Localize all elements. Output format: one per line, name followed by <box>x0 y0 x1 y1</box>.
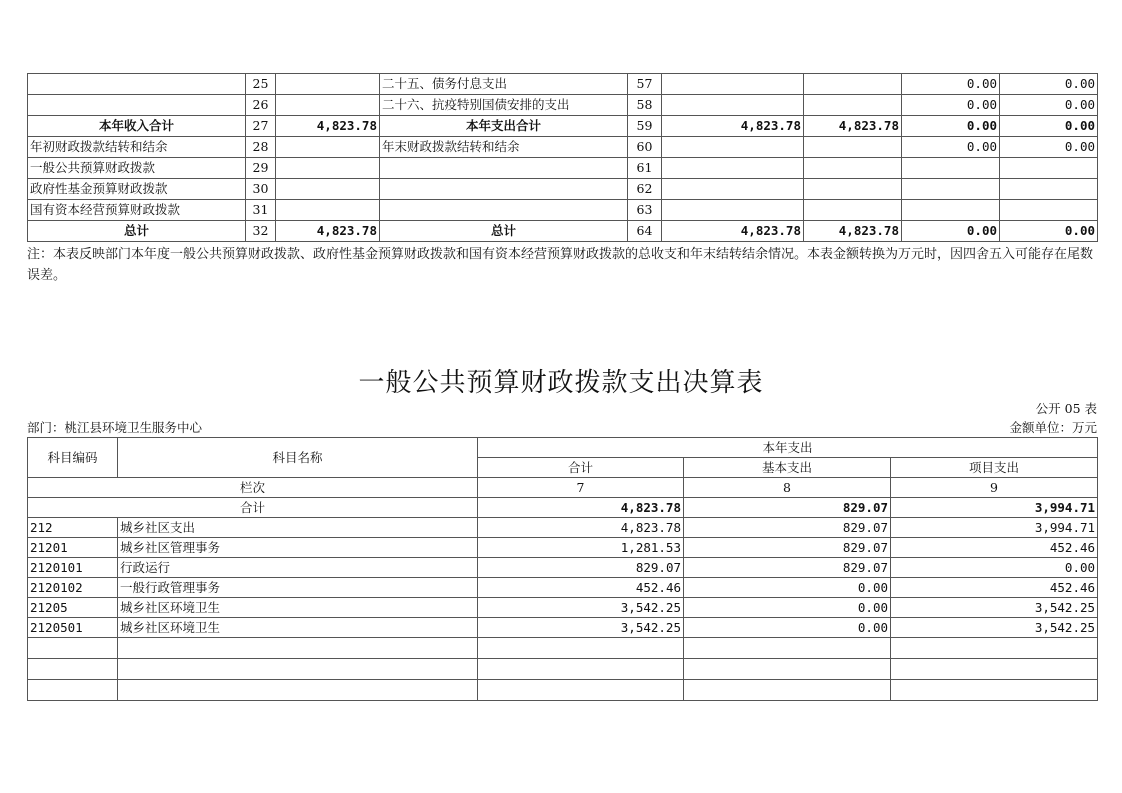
department-label: 部门：桃江县环境卫生服务中心 <box>27 420 203 435</box>
amount-project: 452.46 <box>891 578 1098 598</box>
header-name: 科目名称 <box>118 438 478 478</box>
empty-cell <box>891 680 1098 701</box>
expense-state-capital: 0.00 <box>1000 137 1098 158</box>
empty-row <box>28 638 1098 659</box>
expense-state-capital <box>1000 158 1098 179</box>
page-title: 一般公共预算财政拨款支出决算表 <box>358 368 764 398</box>
expense-line-number: 60 <box>628 137 662 158</box>
unit-label: 金额单位：万元 <box>1009 420 1097 435</box>
expense-gov-fund: 0.00 <box>902 137 1000 158</box>
expense-general-budget: 4,823.78 <box>804 221 902 242</box>
expense-general-budget <box>804 95 902 116</box>
column-index-project: 9 <box>891 478 1098 498</box>
empty-row <box>28 659 1098 680</box>
income-line-number: 28 <box>246 137 276 158</box>
amount-total: 4,823.78 <box>478 518 684 538</box>
income-line-number: 30 <box>246 179 276 200</box>
header-total: 合计 <box>478 458 684 478</box>
expense-general-budget: 4,823.78 <box>804 116 902 137</box>
income-line-number: 31 <box>246 200 276 221</box>
expense-state-capital: 0.00 <box>1000 221 1098 242</box>
expense-gov-fund: 0.00 <box>902 221 1000 242</box>
expense-total <box>662 137 804 158</box>
expense-item-label: 总计 <box>380 221 628 242</box>
income-amount <box>276 158 380 179</box>
sum-total: 4,823.78 <box>478 498 684 518</box>
expense-state-capital: 0.00 <box>1000 74 1098 95</box>
header-current-year: 本年支出 <box>478 438 1098 458</box>
expense-line-number: 62 <box>628 179 662 200</box>
subject-code: 21201 <box>28 538 118 558</box>
expense-total <box>662 200 804 221</box>
expense-item-label <box>380 158 628 179</box>
expense-line-number: 59 <box>628 116 662 137</box>
table-code: 公开 05 表 <box>1035 401 1097 416</box>
amount-project: 3,994.71 <box>891 518 1098 538</box>
amount-basic: 829.07 <box>684 558 891 578</box>
expense-line-number: 63 <box>628 200 662 221</box>
table-row <box>28 558 1098 578</box>
expenditure-table-body <box>28 518 1098 701</box>
expense-total: 4,823.78 <box>662 221 804 242</box>
amount-project: 452.46 <box>891 538 1098 558</box>
income-item-label: 一般公共预算财政拨款 <box>28 158 246 179</box>
income-amount <box>276 137 380 158</box>
empty-cell <box>684 638 891 659</box>
amount-total: 829.07 <box>478 558 684 578</box>
income-amount: 4,823.78 <box>276 116 380 137</box>
subject-code: 2120102 <box>28 578 118 598</box>
income-item-label: 国有资本经营预算财政拨款 <box>28 200 246 221</box>
subject-name: 城乡社区支出 <box>118 518 478 538</box>
amount-total: 3,542.25 <box>478 598 684 618</box>
expense-item-label: 本年支出合计 <box>380 116 628 137</box>
income-line-number: 25 <box>246 74 276 95</box>
subject-name: 城乡社区环境卫生 <box>118 618 478 638</box>
expense-line-number: 61 <box>628 158 662 179</box>
table-row <box>28 221 1098 242</box>
subject-name: 城乡社区管理事务 <box>118 538 478 558</box>
sum-basic: 829.07 <box>684 498 891 518</box>
amount-basic: 829.07 <box>684 518 891 538</box>
empty-cell <box>28 638 118 659</box>
subject-code: 2120101 <box>28 558 118 578</box>
expense-state-capital <box>1000 200 1098 221</box>
amount-basic: 0.00 <box>684 598 891 618</box>
expense-total <box>662 95 804 116</box>
amount-basic: 0.00 <box>684 618 891 638</box>
expense-general-budget <box>804 179 902 200</box>
table-row <box>28 518 1098 538</box>
expense-total <box>662 74 804 95</box>
expense-total <box>662 179 804 200</box>
empty-cell <box>28 659 118 680</box>
amount-total: 3,542.25 <box>478 618 684 638</box>
income-amount <box>276 74 380 95</box>
column-index-label: 栏次 <box>28 478 478 498</box>
sum-label: 合计 <box>28 498 478 518</box>
table-row <box>28 95 1098 116</box>
expense-general-budget <box>804 158 902 179</box>
table-row <box>28 538 1098 558</box>
expense-item-label: 二十五、债务付息支出 <box>380 74 628 95</box>
expense-general-budget <box>804 137 902 158</box>
expense-item-label <box>380 200 628 221</box>
subject-name: 一般行政管理事务 <box>118 578 478 598</box>
expense-line-number: 57 <box>628 74 662 95</box>
empty-cell <box>891 638 1098 659</box>
expense-gov-fund: 0.00 <box>902 74 1000 95</box>
expense-gov-fund <box>902 179 1000 200</box>
amount-basic: 0.00 <box>684 578 891 598</box>
expense-line-number: 58 <box>628 95 662 116</box>
amount-total: 452.46 <box>478 578 684 598</box>
empty-cell <box>684 659 891 680</box>
amount-project: 0.00 <box>891 558 1098 578</box>
subject-code: 2120501 <box>28 618 118 638</box>
empty-cell <box>478 659 684 680</box>
table-row <box>28 158 1098 179</box>
income-item-label: 年初财政拨款结转和结余 <box>28 137 246 158</box>
income-amount <box>276 179 380 200</box>
sum-project: 3,994.71 <box>891 498 1098 518</box>
table-row <box>28 116 1098 137</box>
expenditure-table-header <box>28 438 1098 518</box>
expenditure-table <box>27 437 1098 701</box>
income-line-number: 29 <box>246 158 276 179</box>
income-item-label: 本年收入合计 <box>28 116 246 137</box>
expense-state-capital <box>1000 179 1098 200</box>
table-row <box>28 578 1098 598</box>
subject-name: 城乡社区环境卫生 <box>118 598 478 618</box>
expense-total <box>662 158 804 179</box>
table-row <box>28 137 1098 158</box>
table-row <box>28 74 1098 95</box>
empty-cell <box>118 638 478 659</box>
empty-cell <box>891 659 1098 680</box>
column-index-basic: 8 <box>684 478 891 498</box>
empty-cell <box>118 659 478 680</box>
summary-table-body <box>28 74 1098 242</box>
header-project: 项目支出 <box>891 458 1098 478</box>
expense-state-capital: 0.00 <box>1000 116 1098 137</box>
amount-basic: 829.07 <box>684 538 891 558</box>
subject-code: 212 <box>28 518 118 538</box>
expense-item-label <box>380 179 628 200</box>
expense-gov-fund: 0.00 <box>902 95 1000 116</box>
expense-gov-fund: 0.00 <box>902 116 1000 137</box>
income-expense-summary-table <box>27 73 1098 242</box>
amount-total: 1,281.53 <box>478 538 684 558</box>
expense-total: 4,823.78 <box>662 116 804 137</box>
table-note: 注：本表反映部门本年度一般公共预算财政拨款、政府性基金预算财政拨款和国有资本经营预算财政拨款的总收支和年末结转结余情况。本表金额转换为万元时，因四舍五入可能存在尾数误差。 <box>27 247 1094 283</box>
empty-cell <box>684 680 891 701</box>
table-row <box>28 598 1098 618</box>
empty-cell <box>28 680 118 701</box>
income-line-number: 27 <box>246 116 276 137</box>
income-line-number: 26 <box>246 95 276 116</box>
income-item-label: 政府性基金预算财政拨款 <box>28 179 246 200</box>
expense-general-budget <box>804 200 902 221</box>
table-row <box>28 200 1098 221</box>
income-amount <box>276 200 380 221</box>
income-amount: 4,823.78 <box>276 221 380 242</box>
expense-general-budget <box>804 74 902 95</box>
table-row <box>28 179 1098 200</box>
expense-item-label: 二十六、抗疫特别国债安排的支出 <box>380 95 628 116</box>
column-index-total: 7 <box>478 478 684 498</box>
amount-project: 3,542.25 <box>891 618 1098 638</box>
income-item-label <box>28 95 246 116</box>
empty-cell <box>478 638 684 659</box>
expense-gov-fund <box>902 158 1000 179</box>
expense-item-label: 年末财政拨款结转和结余 <box>380 137 628 158</box>
subject-code: 21205 <box>28 598 118 618</box>
empty-cell <box>478 680 684 701</box>
table-row <box>28 618 1098 638</box>
expense-state-capital: 0.00 <box>1000 95 1098 116</box>
expense-gov-fund <box>902 200 1000 221</box>
empty-cell <box>118 680 478 701</box>
header-code: 科目编码 <box>28 438 118 478</box>
subject-name: 行政运行 <box>118 558 478 578</box>
empty-row <box>28 680 1098 701</box>
income-line-number: 32 <box>246 221 276 242</box>
header-basic: 基本支出 <box>684 458 891 478</box>
amount-project: 3,542.25 <box>891 598 1098 618</box>
income-item-label: 总计 <box>28 221 246 242</box>
income-item-label <box>28 74 246 95</box>
expense-line-number: 64 <box>628 221 662 242</box>
income-amount <box>276 95 380 116</box>
